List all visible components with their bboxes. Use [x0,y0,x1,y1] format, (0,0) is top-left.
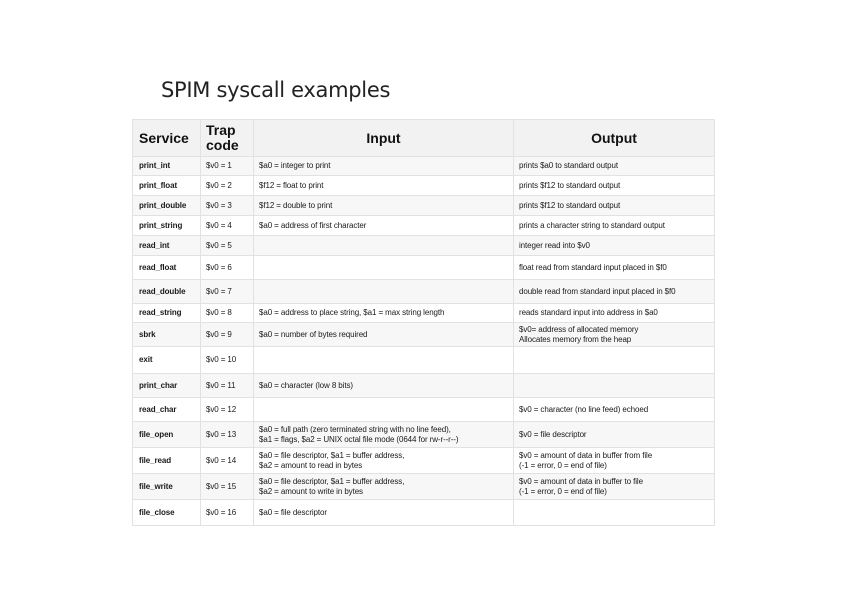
table-row [133,422,715,448]
cell-trap-code: $v0 = 6 [201,256,254,280]
cell-trap-code: $v0 = 15 [201,474,254,500]
table-row [133,474,715,500]
page-title: SPIM syscall examples [161,78,391,102]
cell-output: integer read into $v0 [514,236,715,256]
cell-input: $a0 = full path (zero terminated string with no line feed), $a1 = flags, $a2 = UNIX octal file mode (0644 for rw-r--r--) [254,422,514,448]
cell-service: read_double [133,280,201,304]
cell-trap-code: $v0 = 1 [201,157,254,176]
cell-input [254,256,514,280]
cell-input: $a0 = file descriptor [254,500,514,526]
column-header-trap-code: Trap code [201,120,254,157]
cell-trap-code: $v0 = 16 [201,500,254,526]
cell-trap-code: $v0 = 13 [201,422,254,448]
cell-output: prints a character string to standard output [514,216,715,236]
table-row [133,323,715,347]
cell-output: $v0 = amount of data in buffer from file (-1 = error, 0 = end of file) [514,448,715,474]
cell-output: $v0 = file descriptor [514,422,715,448]
cell-trap-code: $v0 = 11 [201,374,254,398]
cell-output [514,500,715,526]
cell-input: $f12 = double to print [254,196,514,216]
cell-trap-code: $v0 = 2 [201,176,254,196]
cell-input: $a0 = file descriptor, $a1 = buffer address, $a2 = amount to write in bytes [254,474,514,500]
cell-input [254,398,514,422]
cell-input: $a0 = number of bytes required [254,323,514,347]
column-header-input: Input [254,120,514,157]
cell-service: print_int [133,157,201,176]
cell-service: read_char [133,398,201,422]
table-row [133,398,715,422]
cell-service: read_float [133,256,201,280]
cell-trap-code: $v0 = 10 [201,347,254,374]
table-row [133,304,715,323]
cell-output: $v0 = character (no line feed) echoed [514,398,715,422]
cell-input: $a0 = address to place string, $a1 = max string length [254,304,514,323]
cell-service: print_char [133,374,201,398]
cell-service: file_open [133,422,201,448]
cell-trap-code: $v0 = 9 [201,323,254,347]
cell-output: float read from standard input placed in $f0 [514,256,715,280]
column-header-service: Service [133,120,201,157]
cell-service: sbrk [133,323,201,347]
column-header-output: Output [514,120,715,157]
cell-output [514,347,715,374]
table-row [133,347,715,374]
cell-input [254,280,514,304]
table-row [133,236,715,256]
cell-input [254,347,514,374]
cell-service: print_double [133,196,201,216]
table-row [133,157,715,176]
cell-output [514,374,715,398]
cell-service: exit [133,347,201,374]
cell-trap-code: $v0 = 5 [201,236,254,256]
cell-input: $a0 = address of first character [254,216,514,236]
cell-input [254,236,514,256]
cell-service: print_string [133,216,201,236]
table-row [133,374,715,398]
cell-input: $a0 = integer to print [254,157,514,176]
cell-trap-code: $v0 = 7 [201,280,254,304]
cell-service: read_int [133,236,201,256]
table-row [133,500,715,526]
cell-service: print_float [133,176,201,196]
table-row [133,176,715,196]
cell-trap-code: $v0 = 8 [201,304,254,323]
cell-output: prints $a0 to standard output [514,157,715,176]
cell-trap-code: $v0 = 12 [201,398,254,422]
table-header-row [133,120,715,157]
cell-input: $f12 = float to print [254,176,514,196]
cell-trap-code: $v0 = 14 [201,448,254,474]
cell-output: prints $f12 to standard output [514,196,715,216]
cell-output: $v0 = amount of data in buffer to file (-1 = error, 0 = end of file) [514,474,715,500]
cell-trap-code: $v0 = 3 [201,196,254,216]
cell-output: $v0= address of allocated memory Allocates memory from the heap [514,323,715,347]
cell-output: prints $f12 to standard output [514,176,715,196]
table-body [133,157,715,526]
cell-output: double read from standard input placed in $f0 [514,280,715,304]
cell-service: file_read [133,448,201,474]
table-row [133,216,715,236]
table-row [133,196,715,216]
table-row [133,448,715,474]
syscall-table [132,119,715,526]
table-row [133,256,715,280]
table-row [133,280,715,304]
cell-service: read_string [133,304,201,323]
cell-input: $a0 = character (low 8 bits) [254,374,514,398]
cell-trap-code: $v0 = 4 [201,216,254,236]
cell-service: file_close [133,500,201,526]
cell-output: reads standard input into address in $a0 [514,304,715,323]
cell-input: $a0 = file descriptor, $a1 = buffer address, $a2 = amount to read in bytes [254,448,514,474]
cell-service: file_write [133,474,201,500]
